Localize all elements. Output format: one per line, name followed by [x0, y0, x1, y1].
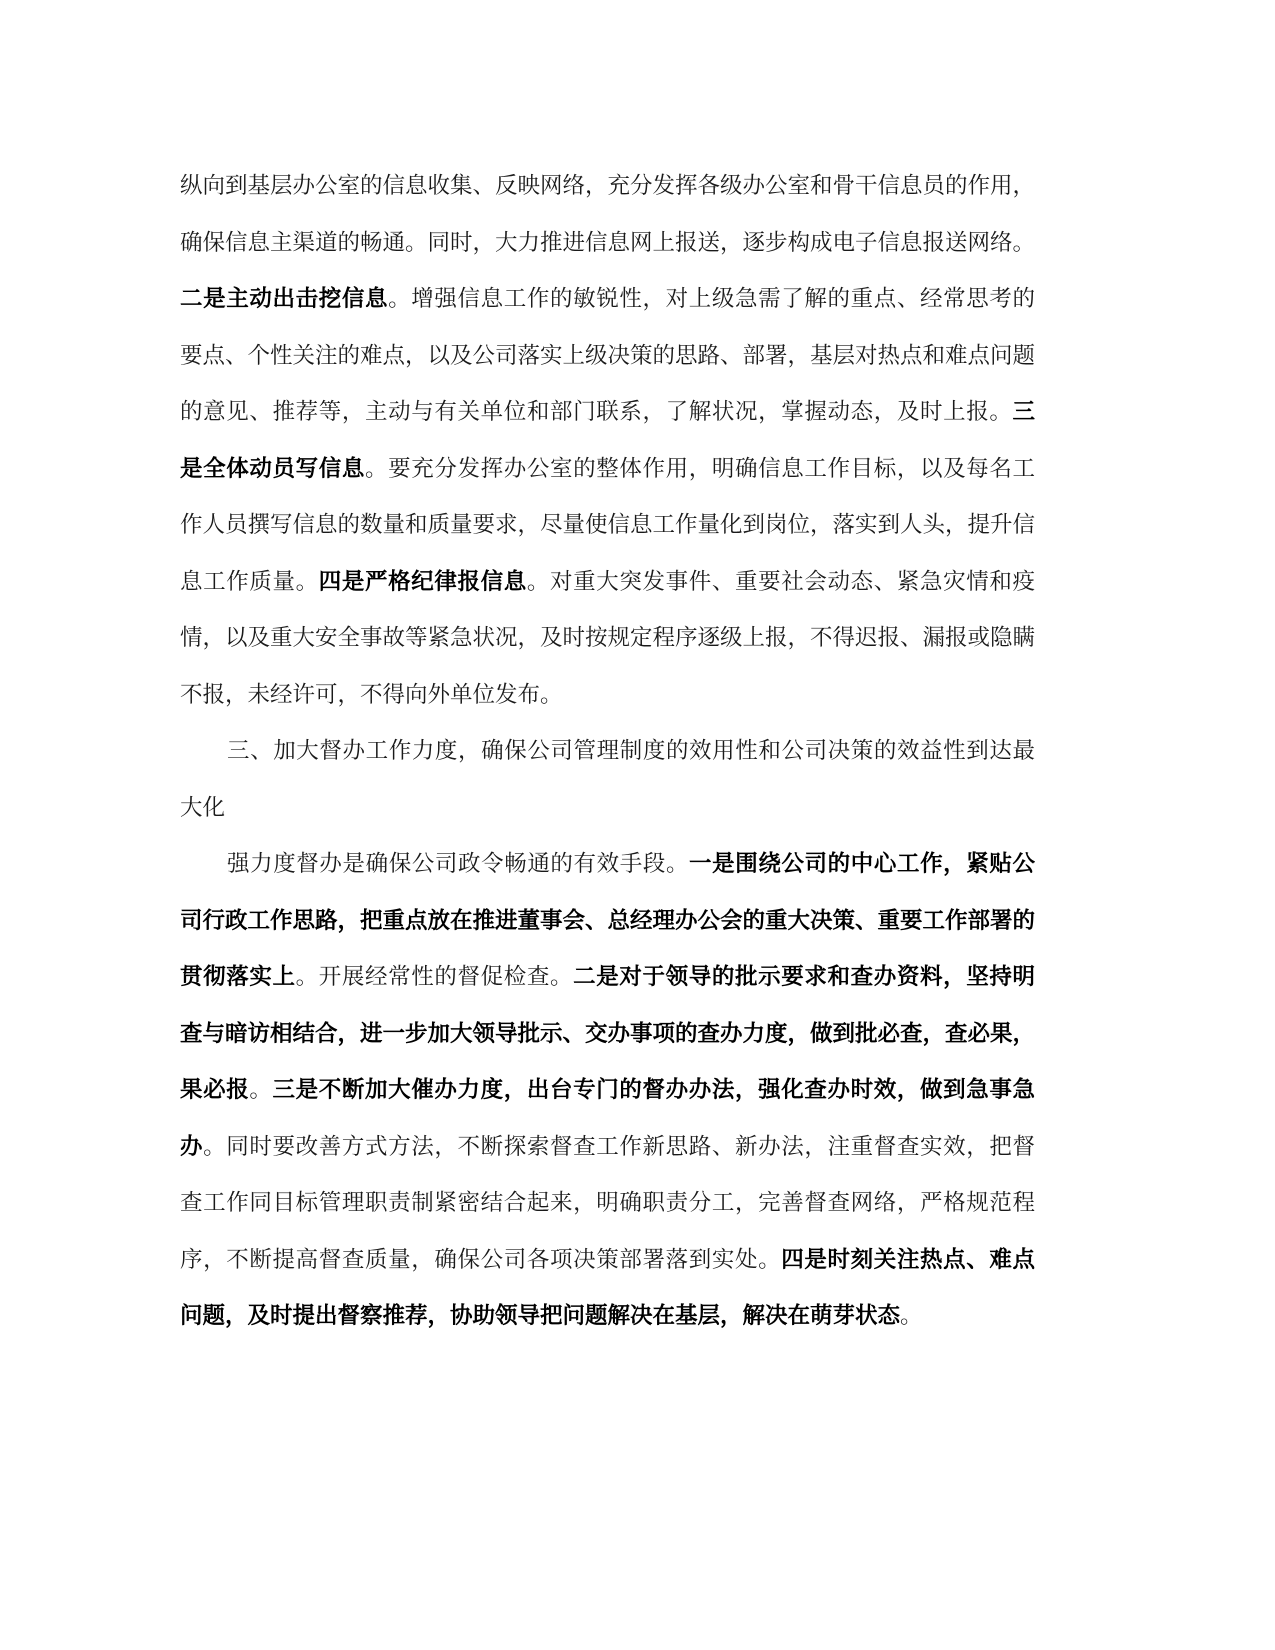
text-segment: 强力度督办是确保公司政令畅通的有效手段。 — [227, 851, 690, 877]
section-heading-3 — [180, 723, 1035, 836]
text-segment: 。对重大突发事件、重要社会动态、紧急灾情和疫情，以及重大安全事故等紧急状况，及时按规定程序逐级上报，不得迟报、漏报或隐瞒不报，未经许可，不得向外单位发布。 — [180, 568, 1036, 708]
bold-point-1: 一是围绕公司的中心工作，紧贴公司行政工作思路，把重点放在推进董事会、总经理办公会的重大决策、重要工作部署的贯彻落实上 — [180, 851, 1036, 990]
text-segment: 。要充分发挥办公室的整体作用，明确信息工作目标，以及每名工作人员撰写信息的数量和质量要求，尽量使信息工作量化到岗位，落实到人头，提升信息工作质量。 — [180, 455, 1036, 595]
paragraph-supervision-work — [180, 836, 1035, 1345]
bold-point-4: 四是时刻关注热点、难点问题，及时提出督察推荐，协助领导把问题解决在基层，解决在萌芽状态 — [180, 1246, 1035, 1329]
bold-heading-2: 二是主动出击挖信息 — [180, 286, 389, 312]
text-segment: 。 — [900, 1303, 923, 1329]
document-body — [180, 158, 1035, 1345]
text-segment: 。开展经常性的督促检查。 — [295, 964, 574, 990]
paragraph-information-work — [180, 158, 1035, 723]
text-segment: 。 — [249, 1077, 273, 1103]
bold-heading-3: 三是全体动员写信息 — [180, 399, 1035, 482]
section-heading-text: 三、加大督办工作力度，确保公司管理制度的效用性和公司决策的效益性到达最大化 — [180, 738, 1035, 821]
bold-point-2: 二是对于领导的批示要求和查办资料，坚持明查与暗访相结合，进一步加大领导批示、交办事项的查办力度，做到批必查，查必果，果必报 — [180, 964, 1036, 1103]
bold-heading-4: 四是严格纪律报信息 — [318, 568, 527, 595]
text-segment: 。同时要改善方式方法，不断探索督查工作新思路、新办法，注重督查实效，把督查工作同目标管理职责制紧密结合起来，明确职责分工，完善督查网络，严格规范程序，不断提高督查质量，确保公司各项决策部署落到实处。 — [180, 1133, 1035, 1273]
text-segment: 。增强信息工作的敏锐性，对上级急需了解的重点、经常思考的要点、个性关注的难点，以及公司落实上级决策的思路、部署，基层对热点和难点问题的意见、推荐等，主动与有关单位和部门联系，了解状况，掌握动态，及时上报。 — [180, 286, 1036, 425]
text-segment: 纵向到基层办公室的信息收集、反映网络，充分发挥各级办公室和骨干信息员的作用，确保信息主渠道的畅通。同时，大力推进信息网上报送，逐步构成电子信息报送网络。 — [180, 173, 1036, 256]
bold-point-3: 三是不断加大催办力度，出台专门的督办办法，强化查办时效，做到急事急办 — [180, 1077, 1035, 1160]
